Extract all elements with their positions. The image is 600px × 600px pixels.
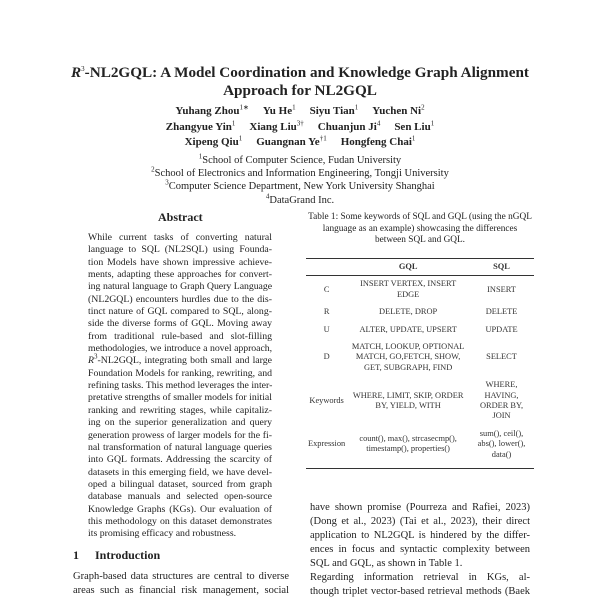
author-mark: †1: [319, 134, 327, 143]
author-name: Guangnan Ye: [256, 136, 320, 148]
table-row: [306, 322, 534, 339]
affiliation-text: DataGrand Inc.: [269, 194, 335, 206]
table-cell: Expression: [306, 426, 347, 469]
table-header-row: [306, 259, 534, 276]
affiliation-text: Computer Science Department, New York University Shanghai: [168, 181, 435, 193]
table-cell: C: [323, 284, 330, 294]
text-line: areas such as financial risk management, social: [73, 585, 289, 596]
author-mark: 1: [354, 103, 359, 112]
author-name: Zhangyue Yin: [165, 120, 232, 133]
table-row: [306, 304, 534, 321]
table-row: [306, 426, 534, 469]
text-line: application to NL2GQL is hindered by the differ-: [310, 530, 530, 541]
author-mark: 1: [238, 134, 243, 143]
author-name: Xipeng Qiu: [184, 136, 239, 148]
text-line: its promising efficacy and robustness.: [88, 528, 237, 540]
section-title: Introduction: [95, 548, 161, 562]
text-line: $R^3-NL2GQL$, integrating both small and large: [88, 353, 272, 367]
table-cell: count(), max(), strcasecmp(), timestamp(), properties(): [347, 426, 469, 469]
table-caption: Table 1: Some keywords of SQL and GQL (using the nGQL language as an example) showcasing the differences between SQL and GQL.: [308, 212, 532, 245]
title-line-2: Approach for NL2GQL: [223, 82, 377, 99]
author-mark: 1: [430, 118, 435, 127]
affiliation-mark: 1: [198, 152, 203, 161]
affiliation-mark: 3: [165, 178, 169, 187]
table-row: [306, 377, 534, 426]
introduction-heading: [73, 548, 160, 563]
author-name: Chuanjun Ji: [317, 120, 377, 133]
affiliation: [0, 154, 600, 167]
author-mark: 3†: [296, 118, 304, 127]
table-header-cell: SQL: [469, 259, 534, 276]
text-line: side the diverse forms of GQL. Moving away: [88, 318, 272, 330]
author-row: [0, 104, 600, 120]
section-number: 1: [73, 548, 79, 562]
affiliation-mark: 2: [151, 165, 155, 174]
author: [317, 118, 381, 133]
paper-title: [0, 64, 600, 100]
text-line: ing natural language to Graph Query Language: [88, 281, 272, 293]
affiliation-text: School of Computer Science, Fudan University: [202, 155, 402, 166]
text-line: Knowledge Graphs (KGs). Our evaluation of: [88, 503, 272, 515]
text-line: language to SQL (NL2SQL) using Founda-: [88, 244, 272, 256]
author: [256, 136, 326, 148]
text-line: datasets in this emerging field, we have devel-: [88, 466, 272, 478]
table-cell: MATCH, LOOKUP, OPTIONAL MATCH, GO,FETCH, SHOW, GET, SUBGRAPH, FIND: [351, 342, 465, 372]
table-cell: UPDATE: [485, 324, 518, 334]
author-mark: 1: [411, 134, 416, 143]
table-header-cell: GQL: [347, 259, 469, 276]
author: [341, 136, 416, 148]
affiliation: [0, 167, 600, 180]
author-name: Yuchen Ni: [372, 105, 422, 117]
text-line: Graph-based data structures are central to diverse: [73, 571, 289, 582]
author-name: Sen Liu: [394, 120, 431, 133]
text-line: ranking and rewriting stages, while capitaliz-: [88, 404, 272, 416]
table-cell: DELETE: [485, 307, 518, 317]
author-mark: 1∗: [239, 103, 249, 112]
text-line: from traditional rule-based and slot-filling: [88, 330, 272, 342]
author: [185, 136, 243, 148]
text-line: ments, adapting these approaches for convert-: [88, 269, 272, 281]
table-cell: WHERE, LIMIT, SKIP, ORDER BY, YIELD, WITH: [352, 390, 464, 411]
text-line: oped a bilingual dataset, sourced from graph: [88, 478, 272, 490]
author: [165, 118, 236, 133]
text-line: have shown promise (Pourreza and Rafiei, 2023): [310, 502, 530, 513]
affiliation: [0, 180, 600, 193]
author-name: Yuhang Zhou: [175, 105, 240, 117]
text-line: database manuals and selected open-source: [88, 491, 272, 503]
text-line: (Dong et al., 2023) (Tai et al., 2023), their direct: [310, 516, 530, 527]
table-cell: INSERT: [487, 284, 516, 294]
text-line: Foundation Models for ranking, rewriting, and: [88, 367, 272, 379]
table-cell: SELECT: [486, 352, 517, 362]
author: [372, 105, 424, 117]
title-r: R: [71, 64, 82, 81]
affiliation: [0, 194, 600, 207]
table-row: [306, 276, 534, 304]
table-row: [306, 339, 534, 377]
right-column-body: [310, 501, 530, 599]
abstract-heading: Abstract: [158, 210, 203, 224]
author-name: Yu He: [262, 105, 293, 117]
table-cell: DELETE, DROP: [379, 307, 438, 317]
text-line: generation prowess of larger models for the fi-: [88, 429, 272, 441]
abstract-body: [88, 232, 272, 541]
table-cell: WHERE, HAVING, ORDER BY, JOIN: [479, 380, 524, 421]
author-mark: 4: [376, 118, 381, 127]
text-line: nal transformation of natural language queries: [88, 441, 272, 453]
text-line: this methodology on this dataset demonstrates: [88, 515, 272, 527]
author: [175, 105, 248, 117]
author: [310, 105, 359, 117]
text-line: refining tasks. This method leverages the inter-: [88, 380, 273, 392]
affiliation-mark: 4: [265, 192, 270, 201]
author: [263, 105, 296, 117]
text-line: ing on the superior generalization and query: [88, 417, 272, 429]
author: [249, 118, 304, 133]
author-mark: 2: [421, 103, 425, 112]
author-mark: 1: [292, 103, 296, 112]
text-line: SQL and GQL, as shown in Table 1.: [310, 558, 463, 569]
author-row: [0, 120, 600, 136]
author-name: Xiang Liu: [249, 120, 297, 133]
table-cell: U: [323, 324, 330, 334]
affiliations: [0, 154, 600, 207]
text-line: (NL2GQL) encounters hurdles due to the dis-: [88, 293, 272, 305]
introduction-body: [73, 570, 289, 598]
author-name: Hongfeng Chai: [340, 136, 412, 148]
comparison-table: [306, 258, 534, 469]
text-line: tion Models have shown impressive achieve-: [88, 256, 272, 268]
text-line: Regarding information retrieval in KGs, al-: [310, 572, 530, 583]
text-line: though triplet vector-based retrieval methods (Baek: [310, 586, 530, 597]
table-cell: D: [323, 352, 330, 362]
text-line: ences in focus and syntactic complexity between: [310, 544, 530, 555]
author-mark: 1: [231, 118, 236, 127]
table-cell: Keywords: [309, 395, 344, 405]
affiliation-text: School of Electronics and Information Engineering, Tongji University: [154, 168, 449, 180]
author-row: [0, 135, 600, 151]
text-line: tinct nature of GQL compared to SQL, along-: [88, 306, 272, 318]
table-cell: R: [323, 307, 330, 317]
table-header-cell: [306, 259, 347, 276]
title-sup: 3: [81, 64, 85, 73]
table-cell: INSERT VERTEX, INSERT EDGE: [360, 279, 457, 299]
text-line: While current tasks of converting natural: [88, 232, 272, 243]
table-cell: ALTER, UPDATE, UPSERT: [359, 324, 457, 334]
text-line: into GQL formats. Addressing the scarcity of: [88, 454, 272, 466]
title-line-1: -NL2GQL: A Model Coordination and Knowledge Graph Alignment: [84, 64, 529, 81]
text-line: pretative strengths of smaller models for initial: [88, 392, 272, 404]
author-list: [0, 104, 600, 151]
author-name: Siyu Tian: [309, 105, 355, 117]
table-cell: sum(), ceil(), abs(), lower(), data(): [469, 426, 534, 469]
text-line: methodologies, we introduce a novel approach,: [88, 343, 272, 355]
author: [394, 118, 435, 133]
